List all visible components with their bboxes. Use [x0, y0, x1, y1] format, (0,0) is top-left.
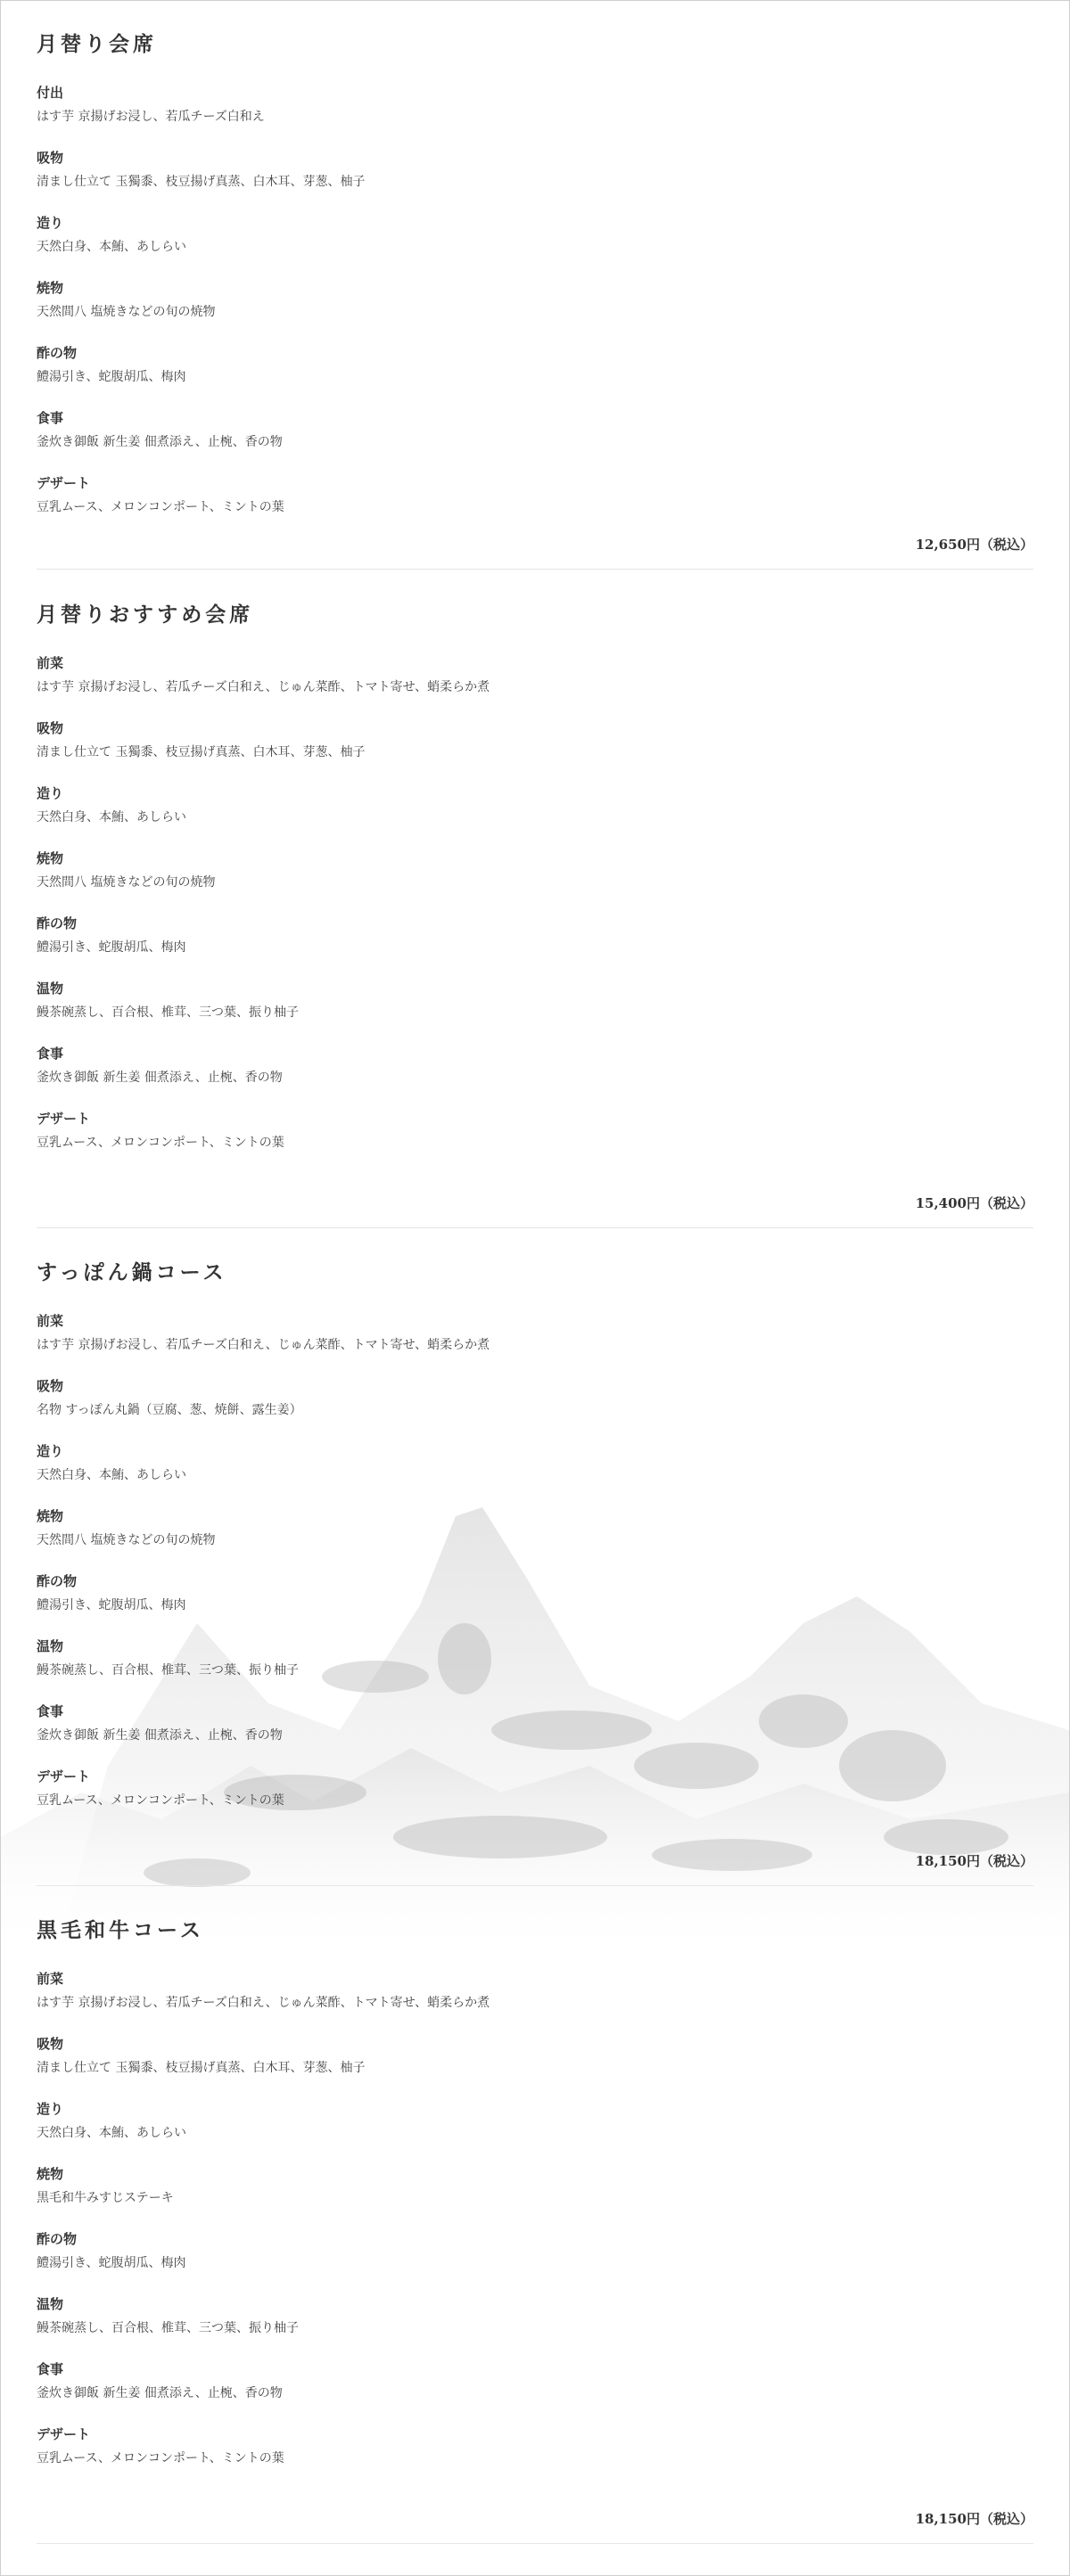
menu-item [37, 979, 1033, 1044]
menu-item [37, 343, 1033, 408]
item-label: 焼物 [37, 280, 64, 296]
item-description: はす芋 京揚げお浸し、若瓜チーズ白和え、じゅん菜酢、トマト寄せ、蛸柔らか煮 [37, 1338, 490, 1352]
item-label: 造り [37, 2101, 64, 2117]
menu-item [37, 2099, 1033, 2164]
menu-item [37, 1571, 1033, 1637]
item-description: 鱧湯引き、蛇腹胡瓜、梅肉 [37, 370, 186, 384]
course-price: 15,400円（税込） [915, 1195, 1033, 1211]
menu-item [37, 473, 1033, 538]
item-label: 温物 [37, 980, 64, 997]
item-description: 天然間八 塩焼きなどの旬の焼物 [37, 305, 216, 319]
menu-item [37, 213, 1033, 278]
menu-item [37, 83, 1033, 148]
item-label: 食事 [37, 2361, 64, 2377]
item-description: 豆乳ムース、メロンコンポート、ミントの葉 [37, 500, 284, 514]
item-description: 鰻茶碗蒸し、百合根、椎茸、三つ葉、振り柚子 [37, 2321, 299, 2335]
item-label: デザート [37, 475, 91, 491]
item-label: 酢の物 [37, 2231, 78, 2247]
item-description: 黒毛和牛みすじステーキ [37, 2191, 174, 2205]
item-description: 釜炊き御飯 新生姜 佃煮添え、止椀、香の物 [37, 1728, 283, 1743]
menu-item [37, 2164, 1033, 2229]
course-title: 月替り会席 [37, 32, 157, 56]
item-description: 鰻茶碗蒸し、百合根、椎茸、三つ葉、振り柚子 [37, 1663, 299, 1678]
item-label: デザート [37, 1111, 91, 1127]
menu-item [37, 1109, 1033, 1174]
menu-item [37, 914, 1033, 979]
item-description: 豆乳ムース、メロンコンポート、ミントの葉 [37, 1793, 284, 1808]
course-section [37, 1, 1033, 571]
section-divider [37, 569, 1033, 570]
course-price: 12,650円（税込） [915, 537, 1033, 553]
item-description: 鱧湯引き、蛇腹胡瓜、梅肉 [37, 1598, 186, 1612]
course-section [37, 1887, 1033, 2545]
course-price: 18,150円（税込） [915, 1853, 1033, 1869]
item-label: 食事 [37, 1703, 64, 1719]
item-label: 温物 [37, 1638, 64, 1654]
menu-item [37, 1702, 1033, 1767]
item-description: はす芋 京揚げお浸し、若瓜チーズ白和え、じゅん菜酢、トマト寄せ、蛸柔らか煮 [37, 1996, 490, 2010]
menu-item [37, 1441, 1033, 1506]
item-description: 清まし仕立て 玉獨黍、枝豆揚げ真蒸、白木耳、芽葱、柚子 [37, 745, 366, 759]
section-divider [37, 2543, 1033, 2544]
item-label: 吸物 [37, 150, 64, 166]
menu-item [37, 408, 1033, 473]
menu-item [37, 2294, 1033, 2359]
item-description: 鱧湯引き、蛇腹胡瓜、梅肉 [37, 940, 186, 955]
item-description: 天然間八 塩焼きなどの旬の焼物 [37, 1533, 216, 1547]
menu-item [37, 1044, 1033, 1109]
item-description: 清まし仕立て 玉獨黍、枝豆揚げ真蒸、白木耳、芽葱、柚子 [37, 175, 366, 189]
item-description: 天然白身、本鮪、あしらい [37, 1468, 186, 1482]
menu-item [37, 2424, 1033, 2490]
item-label: 造り [37, 1443, 64, 1459]
item-description: 鰻茶碗蒸し、百合根、椎茸、三つ葉、振り柚子 [37, 1005, 299, 1020]
menu-item [37, 1311, 1033, 1376]
item-label: 付出 [37, 85, 64, 101]
item-description: 釜炊き御飯 新生姜 佃煮添え、止椀、香の物 [37, 435, 283, 449]
menu-item [37, 653, 1033, 718]
menu-item [37, 1637, 1033, 1702]
item-description: 天然間八 塩焼きなどの旬の焼物 [37, 875, 216, 890]
item-label: 焼物 [37, 1508, 64, 1524]
item-label: 前菜 [37, 1313, 64, 1329]
course-title: 黒毛和牛コース [37, 1918, 204, 1942]
item-label: 食事 [37, 1046, 64, 1062]
item-label: 焼物 [37, 850, 64, 866]
item-label: 酢の物 [37, 345, 78, 361]
item-description: 天然白身、本鮪、あしらい [37, 2126, 186, 2140]
item-label: 温物 [37, 2296, 64, 2312]
item-description: 豆乳ムース、メロンコンポート、ミントの葉 [37, 1136, 284, 1150]
item-label: デザート [37, 2426, 91, 2442]
course-section [37, 1229, 1033, 1887]
item-label: 吸物 [37, 1378, 64, 1394]
item-description: 天然白身、本鮪、あしらい [37, 810, 186, 824]
item-description: 釜炊き御飯 新生姜 佃煮添え、止椀、香の物 [37, 2386, 283, 2400]
course-title: 月替りおすすめ会席 [37, 603, 254, 627]
menu-item [37, 849, 1033, 914]
menu-item [37, 2034, 1033, 2099]
course-section [37, 571, 1033, 1229]
item-label: 前菜 [37, 1971, 64, 1987]
course-menu [1, 1, 1069, 2545]
section-divider [37, 1227, 1033, 1228]
item-label: 吸物 [37, 720, 64, 736]
menu-item [37, 1969, 1033, 2034]
item-label: 造り [37, 215, 64, 231]
menu-item [37, 2229, 1033, 2294]
menu-item [37, 783, 1033, 849]
item-label: 酢の物 [37, 915, 78, 931]
item-label: 酢の物 [37, 1573, 78, 1589]
item-label: 食事 [37, 410, 64, 426]
section-divider [37, 1885, 1033, 1886]
item-label: 造り [37, 785, 64, 801]
menu-item [37, 1767, 1033, 1832]
menu-item [37, 148, 1033, 213]
item-label: 吸物 [37, 2036, 64, 2052]
menu-item [37, 718, 1033, 783]
item-description: 清まし仕立て 玉獨黍、枝豆揚げ真蒸、白木耳、芽葱、柚子 [37, 2061, 366, 2075]
item-description: はす芋 京揚げお浸し、若瓜チーズ白和え [37, 110, 265, 124]
menu-item [37, 1506, 1033, 1571]
menu-item [37, 278, 1033, 343]
course-price: 18,150円（税込） [915, 2511, 1033, 2527]
course-title: すっぽん鍋コース [37, 1260, 227, 1284]
item-description: はす芋 京揚げお浸し、若瓜チーズ白和え、じゅん菜酢、トマト寄せ、蛸柔らか煮 [37, 680, 490, 694]
item-description: 天然白身、本鮪、あしらい [37, 240, 186, 254]
item-label: デザート [37, 1768, 91, 1784]
item-description: 名物 すっぽん丸鍋（豆腐、葱、焼餅、露生姜） [37, 1403, 302, 1417]
item-label: 焼物 [37, 2166, 64, 2182]
menu-item [37, 2359, 1033, 2424]
menu-item [37, 1376, 1033, 1441]
item-description: 釜炊き御飯 新生姜 佃煮添え、止椀、香の物 [37, 1071, 283, 1085]
item-description: 豆乳ムース、メロンコンポート、ミントの葉 [37, 2451, 284, 2465]
item-description: 鱧湯引き、蛇腹胡瓜、梅肉 [37, 2256, 186, 2270]
item-label: 前菜 [37, 655, 64, 671]
